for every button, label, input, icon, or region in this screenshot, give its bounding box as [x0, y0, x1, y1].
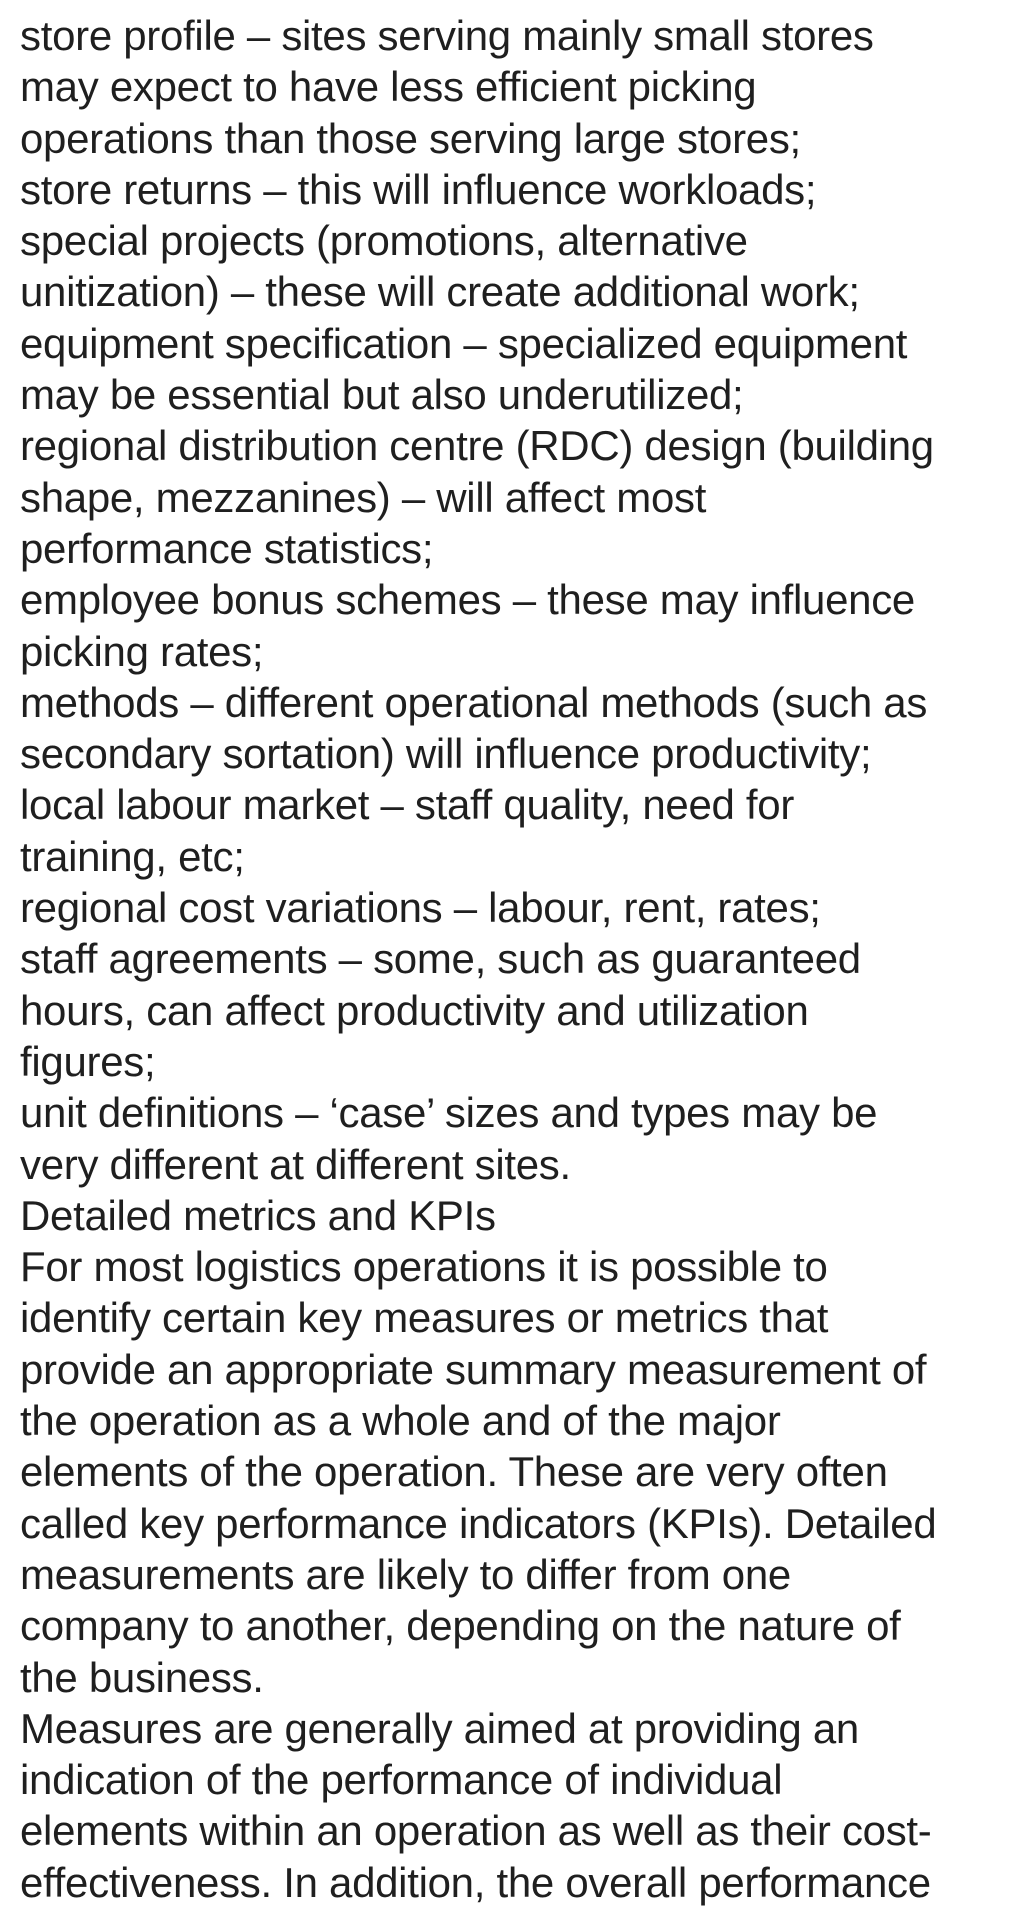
considerations-list: [20, 10, 1020, 1190]
text-line: performance statistics;: [20, 524, 434, 572]
body-paragraphs: [20, 1241, 1020, 1908]
text-line: elements within an operation as well as their cost-: [20, 1807, 932, 1855]
text-line: For most logistics operations it is possible to: [20, 1243, 828, 1291]
text-line: store profile – sites serving mainly small stores: [20, 12, 874, 59]
paragraph: [20, 1241, 1020, 1703]
text-line: measurements are likely to differ from one: [20, 1550, 791, 1598]
text-line: elements of the operation. These are very often: [20, 1448, 888, 1496]
text-line: store returns – this will influence workloads;: [20, 165, 817, 213]
text-line: unit definitions – ‘case’ sizes and types may be: [20, 1089, 878, 1137]
text-line: provide an appropriate summary measurement of: [20, 1345, 927, 1393]
paragraph: [20, 1703, 1020, 1908]
list-item: [20, 882, 1020, 933]
list-item: [20, 164, 1020, 215]
text-line: may expect to have less efficient picking: [20, 63, 757, 111]
list-item: [20, 779, 1020, 882]
list-item: [20, 318, 1020, 421]
list-item: [20, 1087, 1020, 1190]
list-item: [20, 933, 1020, 1087]
text-line: methods – different operational methods (such as: [20, 678, 928, 726]
text-line: staff agreements – some, such as guaranteed: [20, 935, 861, 983]
text-line: training, etc;: [20, 832, 245, 880]
text-line: regional distribution centre (RDC) design (building: [20, 422, 934, 470]
list-item: [20, 420, 1020, 574]
text-line: employee bonus schemes – these may influence: [20, 576, 915, 624]
text-line: equipment specification – specialized equipment: [20, 319, 908, 367]
section-heading: Detailed metrics and KPIs: [20, 1191, 496, 1239]
text-line: very different at different sites.: [20, 1140, 571, 1188]
text-line: Measures are generally aimed at providing an: [20, 1704, 859, 1752]
list-item: [20, 10, 1020, 164]
text-line: shape, mezzanines) – will affect most: [20, 473, 707, 521]
text-line: special projects (promotions, alternative: [20, 217, 748, 265]
list-item: [20, 677, 1020, 780]
text-line: local labour market – staff quality, need for: [20, 781, 795, 829]
text-line: indication of the performance of individual: [20, 1756, 783, 1804]
text-line: regional cost variations – labour, rent, rates;: [20, 884, 821, 932]
text-line: hours, can affect productivity and utilization: [20, 986, 809, 1034]
text-line: figures;: [20, 1037, 156, 1085]
text-line: operations than those serving large stores;: [20, 114, 801, 162]
text-line: may be essential but also underutilized;: [20, 371, 744, 419]
text-line: unitization) – these will create additional work;: [20, 268, 860, 316]
text-line: effectiveness. In addition, the overall performance: [20, 1858, 931, 1906]
text-line: the operation as a whole and of the major: [20, 1397, 781, 1445]
text-line: picking rates;: [20, 627, 264, 675]
text-line: the business.: [20, 1653, 264, 1701]
text-line: identify certain key measures or metrics that: [20, 1294, 829, 1342]
list-item: [20, 215, 1020, 318]
text-line: secondary sortation) will influence productivity;: [20, 730, 872, 778]
document-body: [20, 10, 1020, 1908]
text-line: company to another, depending on the nature of: [20, 1602, 901, 1650]
text-line: called key performance indicators (KPIs). Detailed: [20, 1499, 937, 1547]
list-item: [20, 574, 1020, 677]
